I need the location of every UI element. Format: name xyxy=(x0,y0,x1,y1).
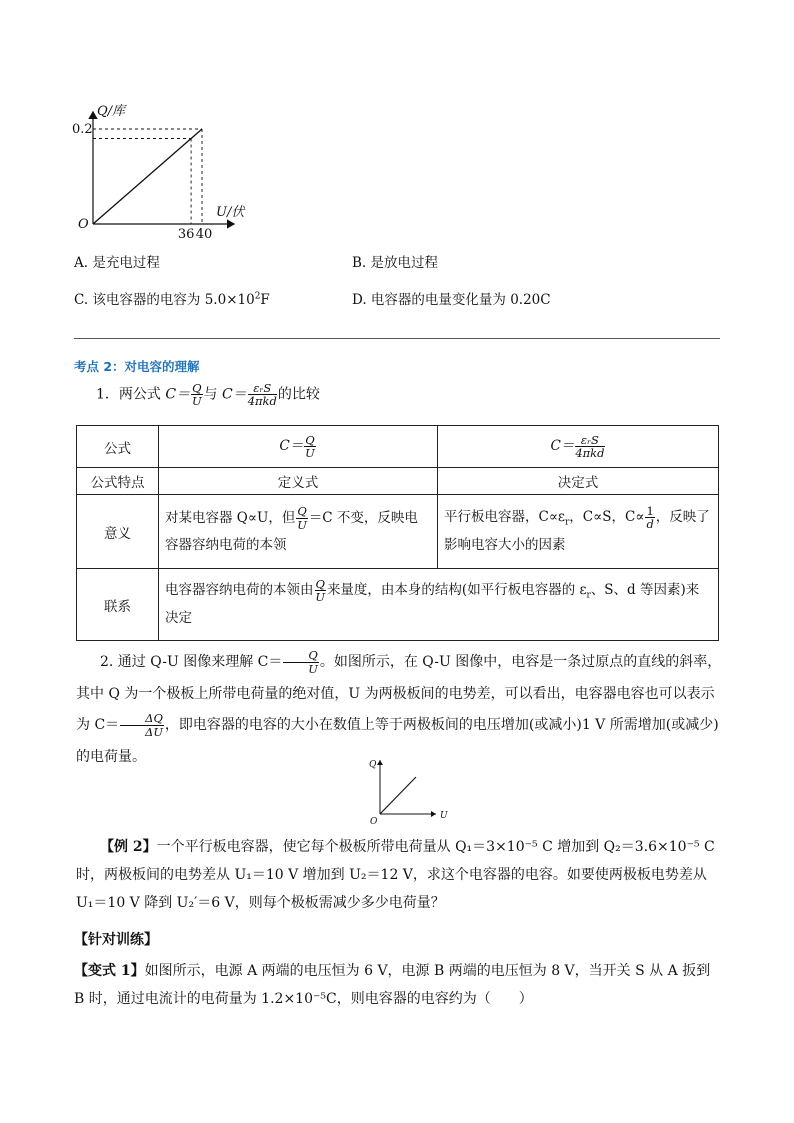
fraction-q-over-u xyxy=(283,649,318,674)
y-axis-label: Q/库 xyxy=(97,104,126,119)
variant-label: 【变式 1】 xyxy=(74,963,145,979)
qu-sketch xyxy=(368,752,452,828)
table-cell xyxy=(159,495,438,569)
option-c-text: C. 该电容器的电容为 5.0×10 xyxy=(74,292,255,308)
fraction-es-over-4pikd xyxy=(575,434,604,459)
origin-label: O xyxy=(370,817,378,827)
cell-text: 、S、d 等因素)来决定 xyxy=(165,582,700,626)
example-label: 【例 2】 xyxy=(100,839,157,855)
x-tick-label: 40 xyxy=(195,227,213,240)
table-row xyxy=(77,569,719,641)
denominator: U xyxy=(315,590,326,605)
variant-1 xyxy=(74,957,722,1013)
table-cell: 决定式 xyxy=(438,468,719,495)
training-title: 【针对训练】 xyxy=(74,932,158,948)
variant-text: 如图所示，电源 A 两端的电压恒为 6 V，电源 B 两端的电压恒为 8 V，当开关 S 从 A 扳到 B 时，通过电流计的电荷量为 1.2×10⁻⁵C，则电容器的电容约为（ ） xyxy=(74,963,711,1007)
denominator: 4πkd xyxy=(247,394,277,409)
denominator: ΔU xyxy=(145,724,164,739)
fraction-q-over-u xyxy=(315,578,326,603)
table-row xyxy=(77,426,719,468)
data-line xyxy=(93,129,202,224)
denominator: U xyxy=(297,517,307,532)
x-axis-label: U/伏 xyxy=(216,205,245,220)
numerator: εᵣS xyxy=(248,382,277,395)
table-cell: 联系 xyxy=(77,569,159,641)
comparison-table xyxy=(76,425,719,641)
subscript: r xyxy=(564,517,570,528)
section-title: 考点 2：对电容的理解 xyxy=(74,359,200,374)
formula-c: C＝ xyxy=(550,438,575,454)
table-cell xyxy=(438,426,719,468)
denominator: U xyxy=(308,661,318,676)
table-row xyxy=(77,495,719,569)
cell-text: ＝C 不变，反映电容器容纳电荷的本领 xyxy=(165,509,418,553)
y-tick-label: 0.2 xyxy=(72,122,93,137)
fraction-one-over-d xyxy=(645,505,654,530)
subscript: r xyxy=(586,590,591,601)
table-cell xyxy=(159,569,719,641)
table-cell xyxy=(159,426,438,468)
numerator: 1 xyxy=(646,504,654,519)
formula-c: C＝ xyxy=(165,386,191,403)
numerator: Q xyxy=(305,432,315,447)
fraction-es-over-4pikd xyxy=(248,382,277,407)
formula-c: C＝ xyxy=(279,438,304,454)
example-text: 一个平行板电容器，使它每个极板所带电荷量从 Q₁＝3×10⁻⁵ C 增加到 Q₂＝3.6×10⁻⁵ C 时，两极板间的电势差从 U₁＝10 V 增加到 U₂＝12 V，求这个电容器的电容。如要使两极板电势差从 U₁＝10 V 降到 U₂′＝6 V，则每个极板需减少多少电荷量？ xyxy=(76,839,715,911)
x-tick-label: 36 xyxy=(177,227,195,240)
origin-label: O xyxy=(78,217,89,232)
numerator: Q xyxy=(315,577,325,592)
point-1-suffix: 的比较 xyxy=(277,386,320,403)
cell-text: 平行板电容器，C∝ε xyxy=(444,509,565,526)
x-axis-label: U xyxy=(440,811,448,821)
cell-text: ，C∝S，C∝ xyxy=(569,509,645,526)
point-1-prefix: 1．两公式 xyxy=(96,386,166,403)
qu-chart xyxy=(70,98,260,240)
fraction-q-over-u xyxy=(191,382,202,407)
denominator: U xyxy=(191,394,202,409)
table-cell: 意义 xyxy=(77,495,159,569)
denominator: U xyxy=(305,446,315,460)
option-c xyxy=(74,288,270,308)
table-cell xyxy=(438,495,719,569)
denominator: 4πkd xyxy=(575,446,605,460)
divider xyxy=(74,338,720,339)
numerator: Q xyxy=(283,649,318,662)
option-d: D. 电容器的电量变化量为 0.20C xyxy=(352,292,551,308)
numerator: Q xyxy=(192,381,202,395)
cell-text: ，反映了影响电容大小的因素 xyxy=(444,509,710,553)
option-c-exponent: 2 xyxy=(254,291,261,302)
example-2 xyxy=(76,833,722,917)
numerator: Q xyxy=(297,504,307,519)
paragraph-text: 2. 通过 Q-U 图像来理解 C＝ xyxy=(100,654,283,670)
option-b: B. 是放电过程 xyxy=(352,255,439,271)
denominator: d xyxy=(646,517,654,532)
numerator: ΔQ xyxy=(120,712,164,725)
fraction-dq-over-du xyxy=(120,712,164,737)
data-line xyxy=(380,777,416,814)
cell-text: 电容器容纳电荷的本领由 xyxy=(165,582,314,599)
table-cell: 公式特点 xyxy=(77,468,159,495)
table-cell: 定义式 xyxy=(159,468,438,495)
y-axis-label: Q xyxy=(369,760,377,770)
paragraph-text: ，即电容器的电容的大小在数值上等于两极板间的电压增加(或减小)1 V 所需增加(或减少)的电荷量。 xyxy=(76,717,719,765)
table-cell: 公式 xyxy=(77,426,159,468)
point-1-mid: 与 xyxy=(203,386,222,403)
fraction-q-over-u xyxy=(304,434,315,459)
table-row xyxy=(77,468,719,495)
fraction-q-over-u xyxy=(296,505,307,530)
formula-c: C＝ xyxy=(221,386,247,403)
point-1 xyxy=(96,382,320,407)
cell-text: 来量度，由本身的结构(如平行板电容器的 ε xyxy=(326,582,587,599)
option-a: A. 是充电过程 xyxy=(74,255,160,271)
numerator: εᵣS xyxy=(575,434,604,447)
paragraph-text: 。如图所示，在 Q-U 图像中，电容是一条过原点的直线的斜率，其中 Q 为一个极板上所带电荷量的绝对值，U 为两极板间的电势差，可以看出，电容器电容也可以表示为 C＝ xyxy=(76,654,722,733)
option-c-unit: F xyxy=(260,292,270,308)
cell-text: 对某电容器 Q∝U，但 xyxy=(165,509,296,526)
